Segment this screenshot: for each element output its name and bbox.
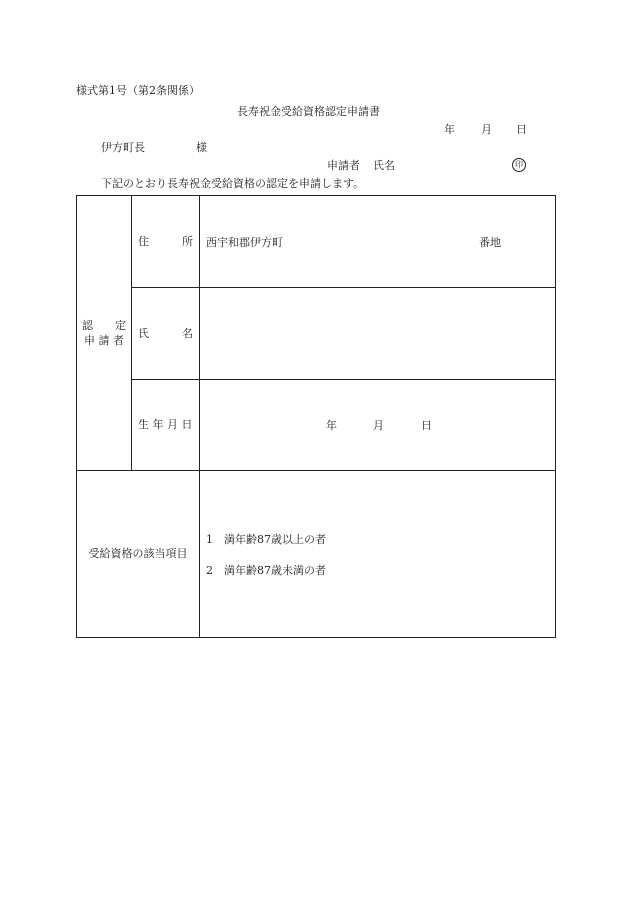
eligibility-row <box>77 471 556 638</box>
dob-year-label: 年 <box>326 419 337 432</box>
name-label-part2: 名 <box>182 326 193 340</box>
seal-mark: 印 <box>512 158 526 172</box>
name-row <box>77 288 556 380</box>
name-label-cell <box>132 288 200 380</box>
dob-month-label: 月 <box>373 419 384 432</box>
form-title: 長寿祝金受給資格認定申請書 <box>237 105 380 118</box>
name-value-cell[interactable] <box>200 288 556 380</box>
eligibility-label-cell <box>77 471 200 638</box>
address-label-part2: 所 <box>182 234 193 248</box>
date-month-label: 月 <box>481 123 492 136</box>
applicant-name-label: 氏名 <box>373 159 395 172</box>
applicant-header-line1: 認 定 <box>82 318 126 332</box>
date-year-label: 年 <box>444 123 455 136</box>
eligibility-option-2[interactable]: 2 満年齢87歳未満の者 <box>206 563 326 577</box>
applicant-header-cell <box>77 196 132 471</box>
dob-row <box>77 380 556 471</box>
form-number: 様式第1号（第2条関係） <box>76 84 200 97</box>
applicant-header-line2: 申 請 者 <box>84 334 124 347</box>
address-row <box>77 196 556 288</box>
dob-day-label: 日 <box>421 419 432 432</box>
dob-label: 生 年 月 日 <box>138 418 193 432</box>
dob-value-cell[interactable] <box>200 380 556 471</box>
application-statement: 下記のとおり長寿祝金受給資格の認定を申請します。 <box>101 177 365 190</box>
eligibility-label: 受給資格の該当項目 <box>88 547 188 561</box>
applicant-label: 申請者 <box>327 159 360 172</box>
date-day-label: 日 <box>516 123 527 136</box>
address-label-part1: 住 <box>138 234 149 248</box>
eligibility-option-1[interactable]: 1 満年齢87歳以上の者 <box>206 533 326 547</box>
addressee: 伊方町長 <box>101 141 145 154</box>
address-value-cell[interactable] <box>200 196 556 288</box>
dob-label-cell <box>132 380 200 471</box>
address-label-cell <box>132 196 200 288</box>
address-prefix: 西宇和郡伊方町 <box>206 235 283 249</box>
eligibility-options-cell <box>200 471 556 638</box>
name-label-part1: 氏 <box>138 326 149 340</box>
application-table <box>76 195 556 638</box>
address-suffix: 番地 <box>479 235 501 249</box>
honorific: 様 <box>196 141 207 154</box>
